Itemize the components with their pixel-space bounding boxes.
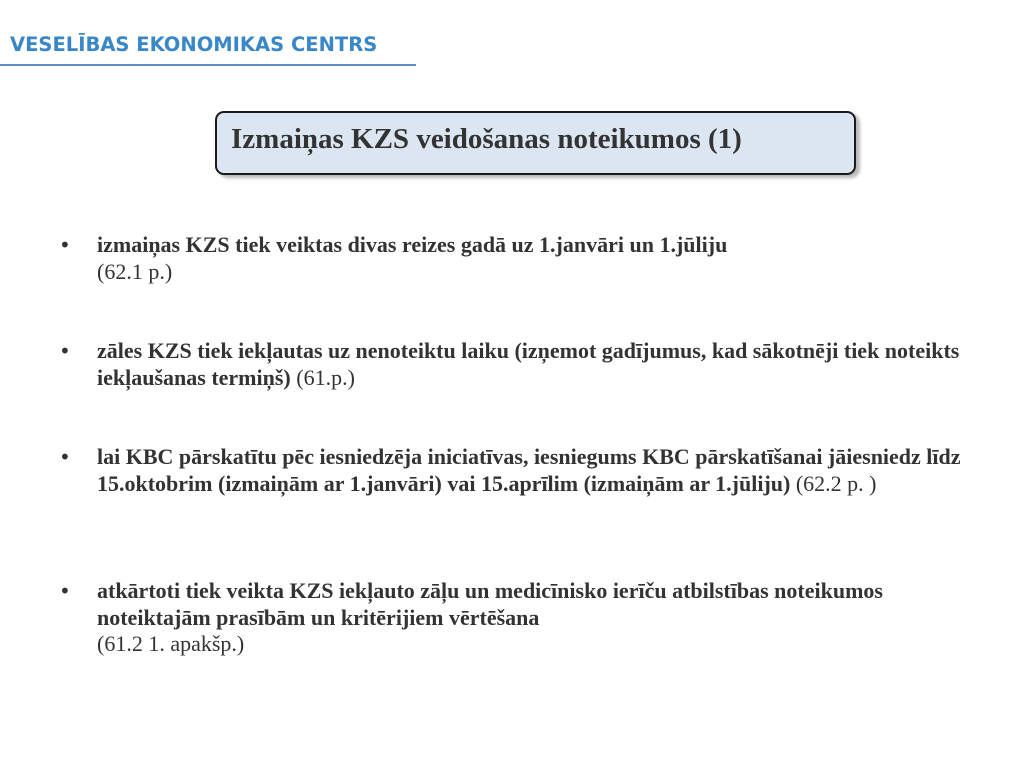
bullet-item [59, 444, 967, 497]
slide-title-box [215, 111, 856, 175]
bullet-reference: (61.p.) [296, 364, 355, 390]
slide-title: Izmaiņas KZS veidošanas noteikumos (1) [231, 123, 742, 155]
bullet-marker: • [59, 339, 71, 363]
organization-name: VESELĪBAS EKONOMIKAS CENTRS [10, 33, 378, 56]
bullet-item [59, 338, 967, 391]
bullet-marker: • [59, 445, 71, 469]
bullet-marker: • [59, 579, 71, 603]
bullet-text: lai KBC pārskatītu pēc iesniedzēja iniciatīvas, iesniegums KBC pārskatīšanai jāiesniedz līdz 15.oktobrim (izmaiņām ar 1.janvāri) vai 15.aprīlim (izmaiņām ar 1.jūliju) [97, 444, 961, 496]
bullet-reference: (62.2 p. ) [795, 470, 877, 496]
bullet-text: zāles KZS tiek iekļautas uz nenoteiktu laiku (izņemot gadījumus, kad sākotnēji tiek noteikts iekļaušanas termiņš) [97, 338, 960, 390]
header-bar [0, 30, 416, 66]
bullet-text: atkārtoti tiek veikta KZS iekļauto zāļu un medicīnisko ierīču atbilstības noteikumos noteiktajām prasībām un kritērijiem vērtēšana [97, 578, 883, 630]
bullet-item [59, 578, 967, 658]
bullet-reference: (61.2 1. apakšp.) [97, 631, 245, 656]
bullet-marker: • [59, 233, 71, 257]
bullet-text: izmaiņas KZS tiek veiktas divas reizes gadā uz 1.janvāri un 1.jūliju [97, 232, 728, 257]
bullet-reference: (62.1 p.) [97, 258, 173, 284]
bullet-item [59, 232, 967, 285]
